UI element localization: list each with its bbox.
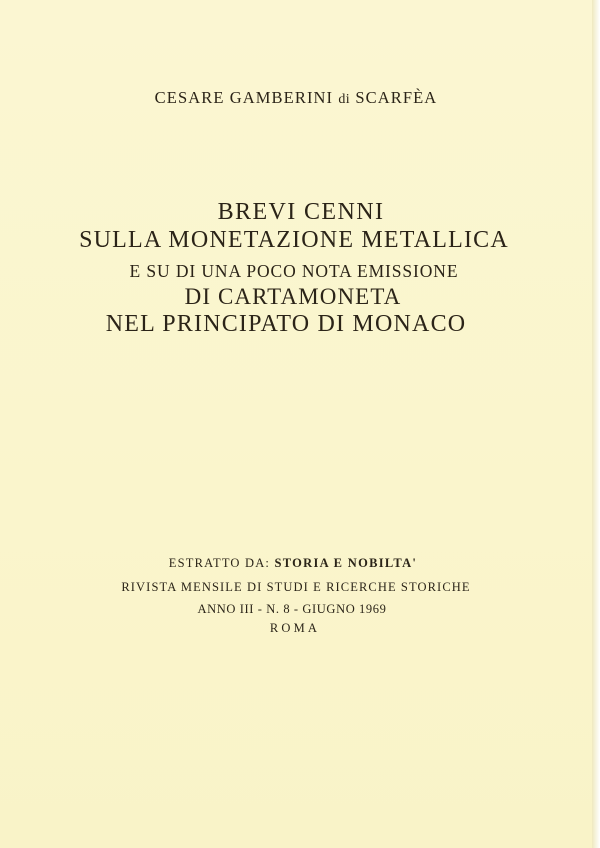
issue-line: ANNO III - N. 8 - GIUGNO 1969 [197,602,387,616]
journal-name: STORIA E NOBILTA' [274,556,418,570]
author-last-name: SCARFÈA [355,88,438,107]
title-line-4: DI CARTAMONETA [184,284,402,309]
page-edge [592,0,600,848]
author-line [0,88,592,108]
extract-line [0,556,589,571]
title-line-2: SULLA MONETAZIONE METALLICA [79,227,509,253]
title-line-1: BREVI CENNI [217,199,385,225]
journal-subtitle: RIVISTA MENSILE DI STUDI E RICERCHE STORICHE [121,580,471,594]
city-line: ROMA [269,621,321,635]
title-line-5: NEL PRINCIPATO DI MONACO [105,311,467,337]
author-first-name: CESARE GAMBERINI [154,88,334,107]
extract-label: ESTRATTO DA: [168,556,271,570]
author-particle: di [338,92,351,107]
title-line-3: E SU DI UNA POCO NOTA EMISSIONE [129,261,459,281]
